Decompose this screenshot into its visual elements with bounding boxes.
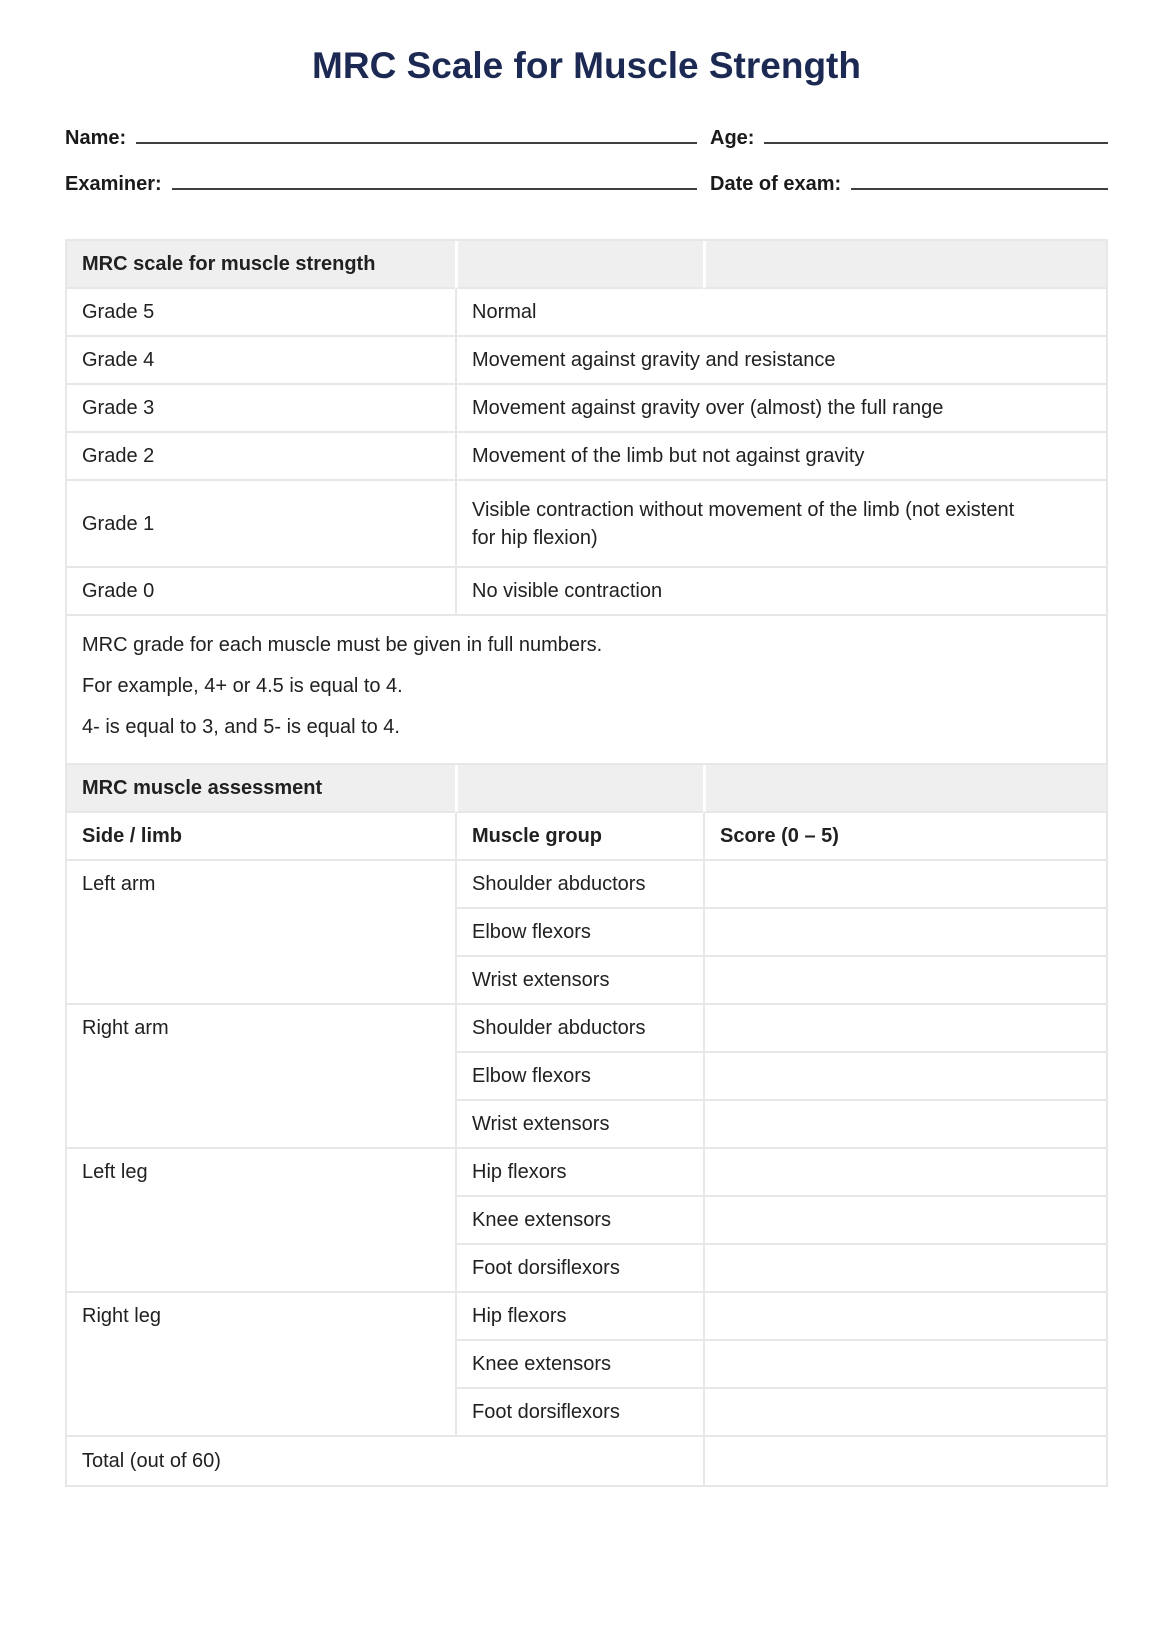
name-line[interactable] bbox=[136, 122, 697, 144]
muscle-row bbox=[67, 1005, 1106, 1053]
muscle-cell: Shoulder abductors bbox=[455, 1005, 703, 1053]
muscle-cell: Knee extensors bbox=[455, 1341, 703, 1389]
scale-header-empty-cell-2 bbox=[703, 241, 1106, 289]
score-cell[interactable] bbox=[703, 1005, 1106, 1053]
grade-cell: Grade 1 bbox=[67, 481, 455, 568]
muscle-cell: Wrist extensors bbox=[455, 1101, 703, 1149]
grade-description-cell: Normal bbox=[455, 289, 1106, 337]
muscle-row bbox=[67, 1149, 1106, 1197]
notes-cell bbox=[67, 616, 1106, 765]
score-cell[interactable] bbox=[703, 1053, 1106, 1101]
assessment-table-title: MRC muscle assessment bbox=[67, 765, 455, 813]
column-header-muscle: Muscle group bbox=[455, 813, 703, 861]
notes-row bbox=[67, 616, 1106, 765]
age-field bbox=[710, 122, 1108, 150]
total-row bbox=[67, 1437, 1106, 1485]
score-cell[interactable] bbox=[703, 1101, 1106, 1149]
score-cell[interactable] bbox=[703, 1197, 1106, 1245]
note-line: 4- is equal to 3, and 5- is equal to 4. bbox=[82, 716, 400, 739]
mrc-form-table bbox=[65, 239, 1108, 1487]
grade-description-cell: Movement against gravity over (almost) the full range bbox=[455, 385, 1106, 433]
note-line: MRC grade for each muscle must be given in full numbers. bbox=[82, 634, 603, 657]
examiner-field bbox=[65, 168, 697, 196]
muscle-row bbox=[67, 861, 1106, 909]
field-row-1 bbox=[65, 122, 1108, 149]
grade-description-cell bbox=[455, 481, 1106, 568]
score-cell[interactable] bbox=[703, 1341, 1106, 1389]
date-of-exam-field bbox=[710, 168, 1108, 196]
grade-row bbox=[67, 568, 1106, 616]
name-label: Name: bbox=[65, 127, 127, 150]
age-line[interactable] bbox=[764, 122, 1108, 144]
examiner-line[interactable] bbox=[172, 168, 697, 190]
grade-description-cell: No visible contraction bbox=[455, 568, 1106, 616]
muscle-cell: Elbow flexors bbox=[455, 909, 703, 957]
muscle-cell: Shoulder abductors bbox=[455, 861, 703, 909]
date-of-exam-label: Date of exam: bbox=[710, 173, 842, 196]
grade-row bbox=[67, 433, 1106, 481]
score-cell[interactable] bbox=[703, 1149, 1106, 1197]
score-cell[interactable] bbox=[703, 1389, 1106, 1437]
examiner-label: Examiner: bbox=[65, 173, 162, 196]
muscle-cell: Wrist extensors bbox=[455, 957, 703, 1005]
column-header-score: Score (0 – 5) bbox=[703, 813, 1106, 861]
grade-row bbox=[67, 337, 1106, 385]
score-cell[interactable] bbox=[703, 1293, 1106, 1341]
side-cell: Right leg bbox=[67, 1293, 455, 1437]
assessment-column-header-row bbox=[67, 813, 1106, 861]
side-cell: Right arm bbox=[67, 1005, 455, 1149]
side-cell: Left arm bbox=[67, 861, 455, 1005]
muscle-cell: Hip flexors bbox=[455, 1149, 703, 1197]
scale-table-header-row bbox=[67, 241, 1106, 289]
score-cell[interactable] bbox=[703, 1245, 1106, 1293]
muscle-cell: Foot dorsiflexors bbox=[455, 1389, 703, 1437]
grade-row bbox=[67, 385, 1106, 433]
muscle-cell: Hip flexors bbox=[455, 1293, 703, 1341]
total-score-cell[interactable] bbox=[703, 1437, 1106, 1485]
grade-cell: Grade 4 bbox=[67, 337, 455, 385]
score-cell[interactable] bbox=[703, 861, 1106, 909]
note-line: For example, 4+ or 4.5 is equal to 4. bbox=[82, 675, 403, 698]
grade-row bbox=[67, 289, 1106, 337]
score-cell[interactable] bbox=[703, 909, 1106, 957]
muscle-row bbox=[67, 1293, 1106, 1341]
page-title: MRC Scale for Muscle Strength bbox=[312, 45, 861, 86]
grade-row bbox=[67, 481, 1106, 568]
total-label-cell: Total (out of 60) bbox=[82, 1450, 221, 1473]
grade-description-cell: Movement of the limb but not against gravity bbox=[455, 433, 1106, 481]
assessment-header-empty-cell-2 bbox=[703, 765, 1106, 813]
grade-cell: Grade 2 bbox=[67, 433, 455, 481]
scale-table-title: MRC scale for muscle strength bbox=[67, 241, 455, 289]
grade-description-cell: Movement against gravity and resistance bbox=[455, 337, 1106, 385]
column-header-side: Side / limb bbox=[67, 813, 455, 861]
side-cell: Left leg bbox=[67, 1149, 455, 1293]
muscle-cell: Foot dorsiflexors bbox=[455, 1245, 703, 1293]
grade-cell: Grade 3 bbox=[67, 385, 455, 433]
muscle-cell: Elbow flexors bbox=[455, 1053, 703, 1101]
scale-header-empty-cell-1 bbox=[455, 241, 703, 289]
muscle-cell: Knee extensors bbox=[455, 1197, 703, 1245]
date-of-exam-line[interactable] bbox=[851, 168, 1108, 190]
name-field bbox=[65, 122, 697, 150]
score-cell[interactable] bbox=[703, 957, 1106, 1005]
assessment-table-header-row bbox=[67, 765, 1106, 813]
header-fields bbox=[65, 122, 1108, 195]
grade-description-text: Visible contraction without movement of the limb (not existent for hip flexion) bbox=[472, 498, 1015, 549]
assessment-header-empty-cell-1 bbox=[455, 765, 703, 813]
grade-cell: Grade 5 bbox=[67, 289, 455, 337]
age-label: Age: bbox=[710, 127, 755, 150]
grade-cell: Grade 0 bbox=[67, 568, 455, 616]
field-row-2 bbox=[65, 168, 1108, 195]
